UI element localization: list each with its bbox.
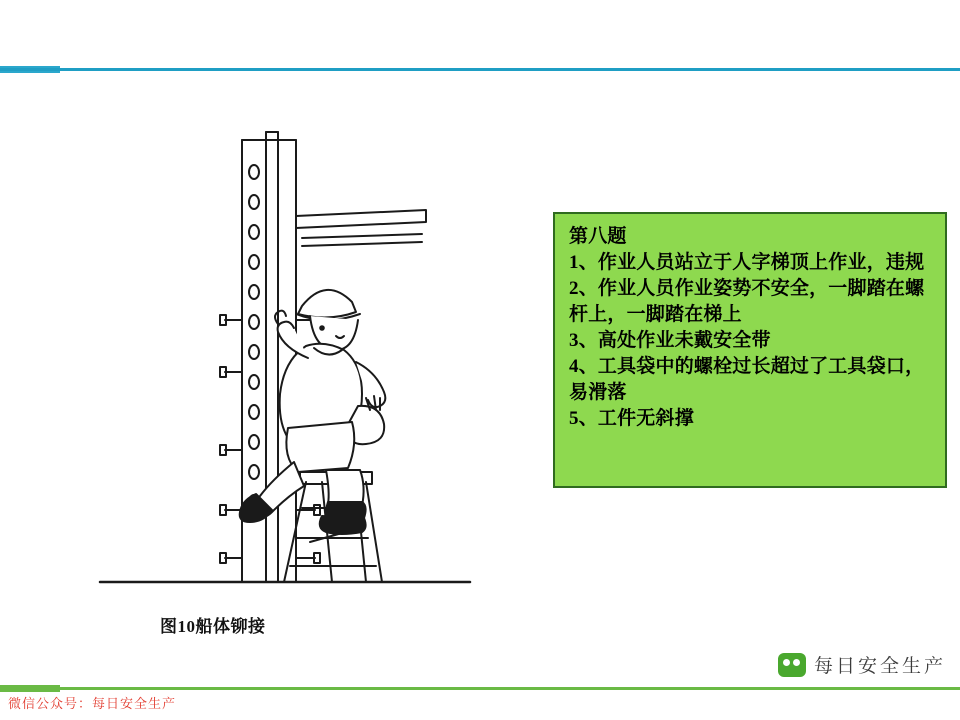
bottom-accent-rule [0,687,960,690]
footer-brand [778,651,946,678]
answer-item-3: 3、高处作业未戴安全带 [569,330,771,351]
answer-box [553,212,947,488]
footer-brand-text: 每日安全生产 [813,656,946,677]
wechat-icon [778,653,806,677]
answer-item-4: 4、工具袋中的螺栓过长超过了工具袋口，易滑落 [569,356,925,403]
answer-item-5: 5、工件无斜撑 [569,408,694,429]
figure-caption: 图10船体铆接 [160,617,266,636]
answer-item-2: 2、作业人员作业姿势不安全，一脚踏在螺杆上，一脚踏在梯上 [569,278,925,325]
answer-title: 第八题 [569,226,627,247]
illustration-figure [70,110,510,640]
top-accent-rule [0,68,960,71]
illustration-svg [70,110,510,640]
footer-watermark: 微信公众号：每日安全生产 [8,696,177,711]
answer-item-1: 1、作业人员站立于人字梯顶上作业，违规 [569,252,925,273]
